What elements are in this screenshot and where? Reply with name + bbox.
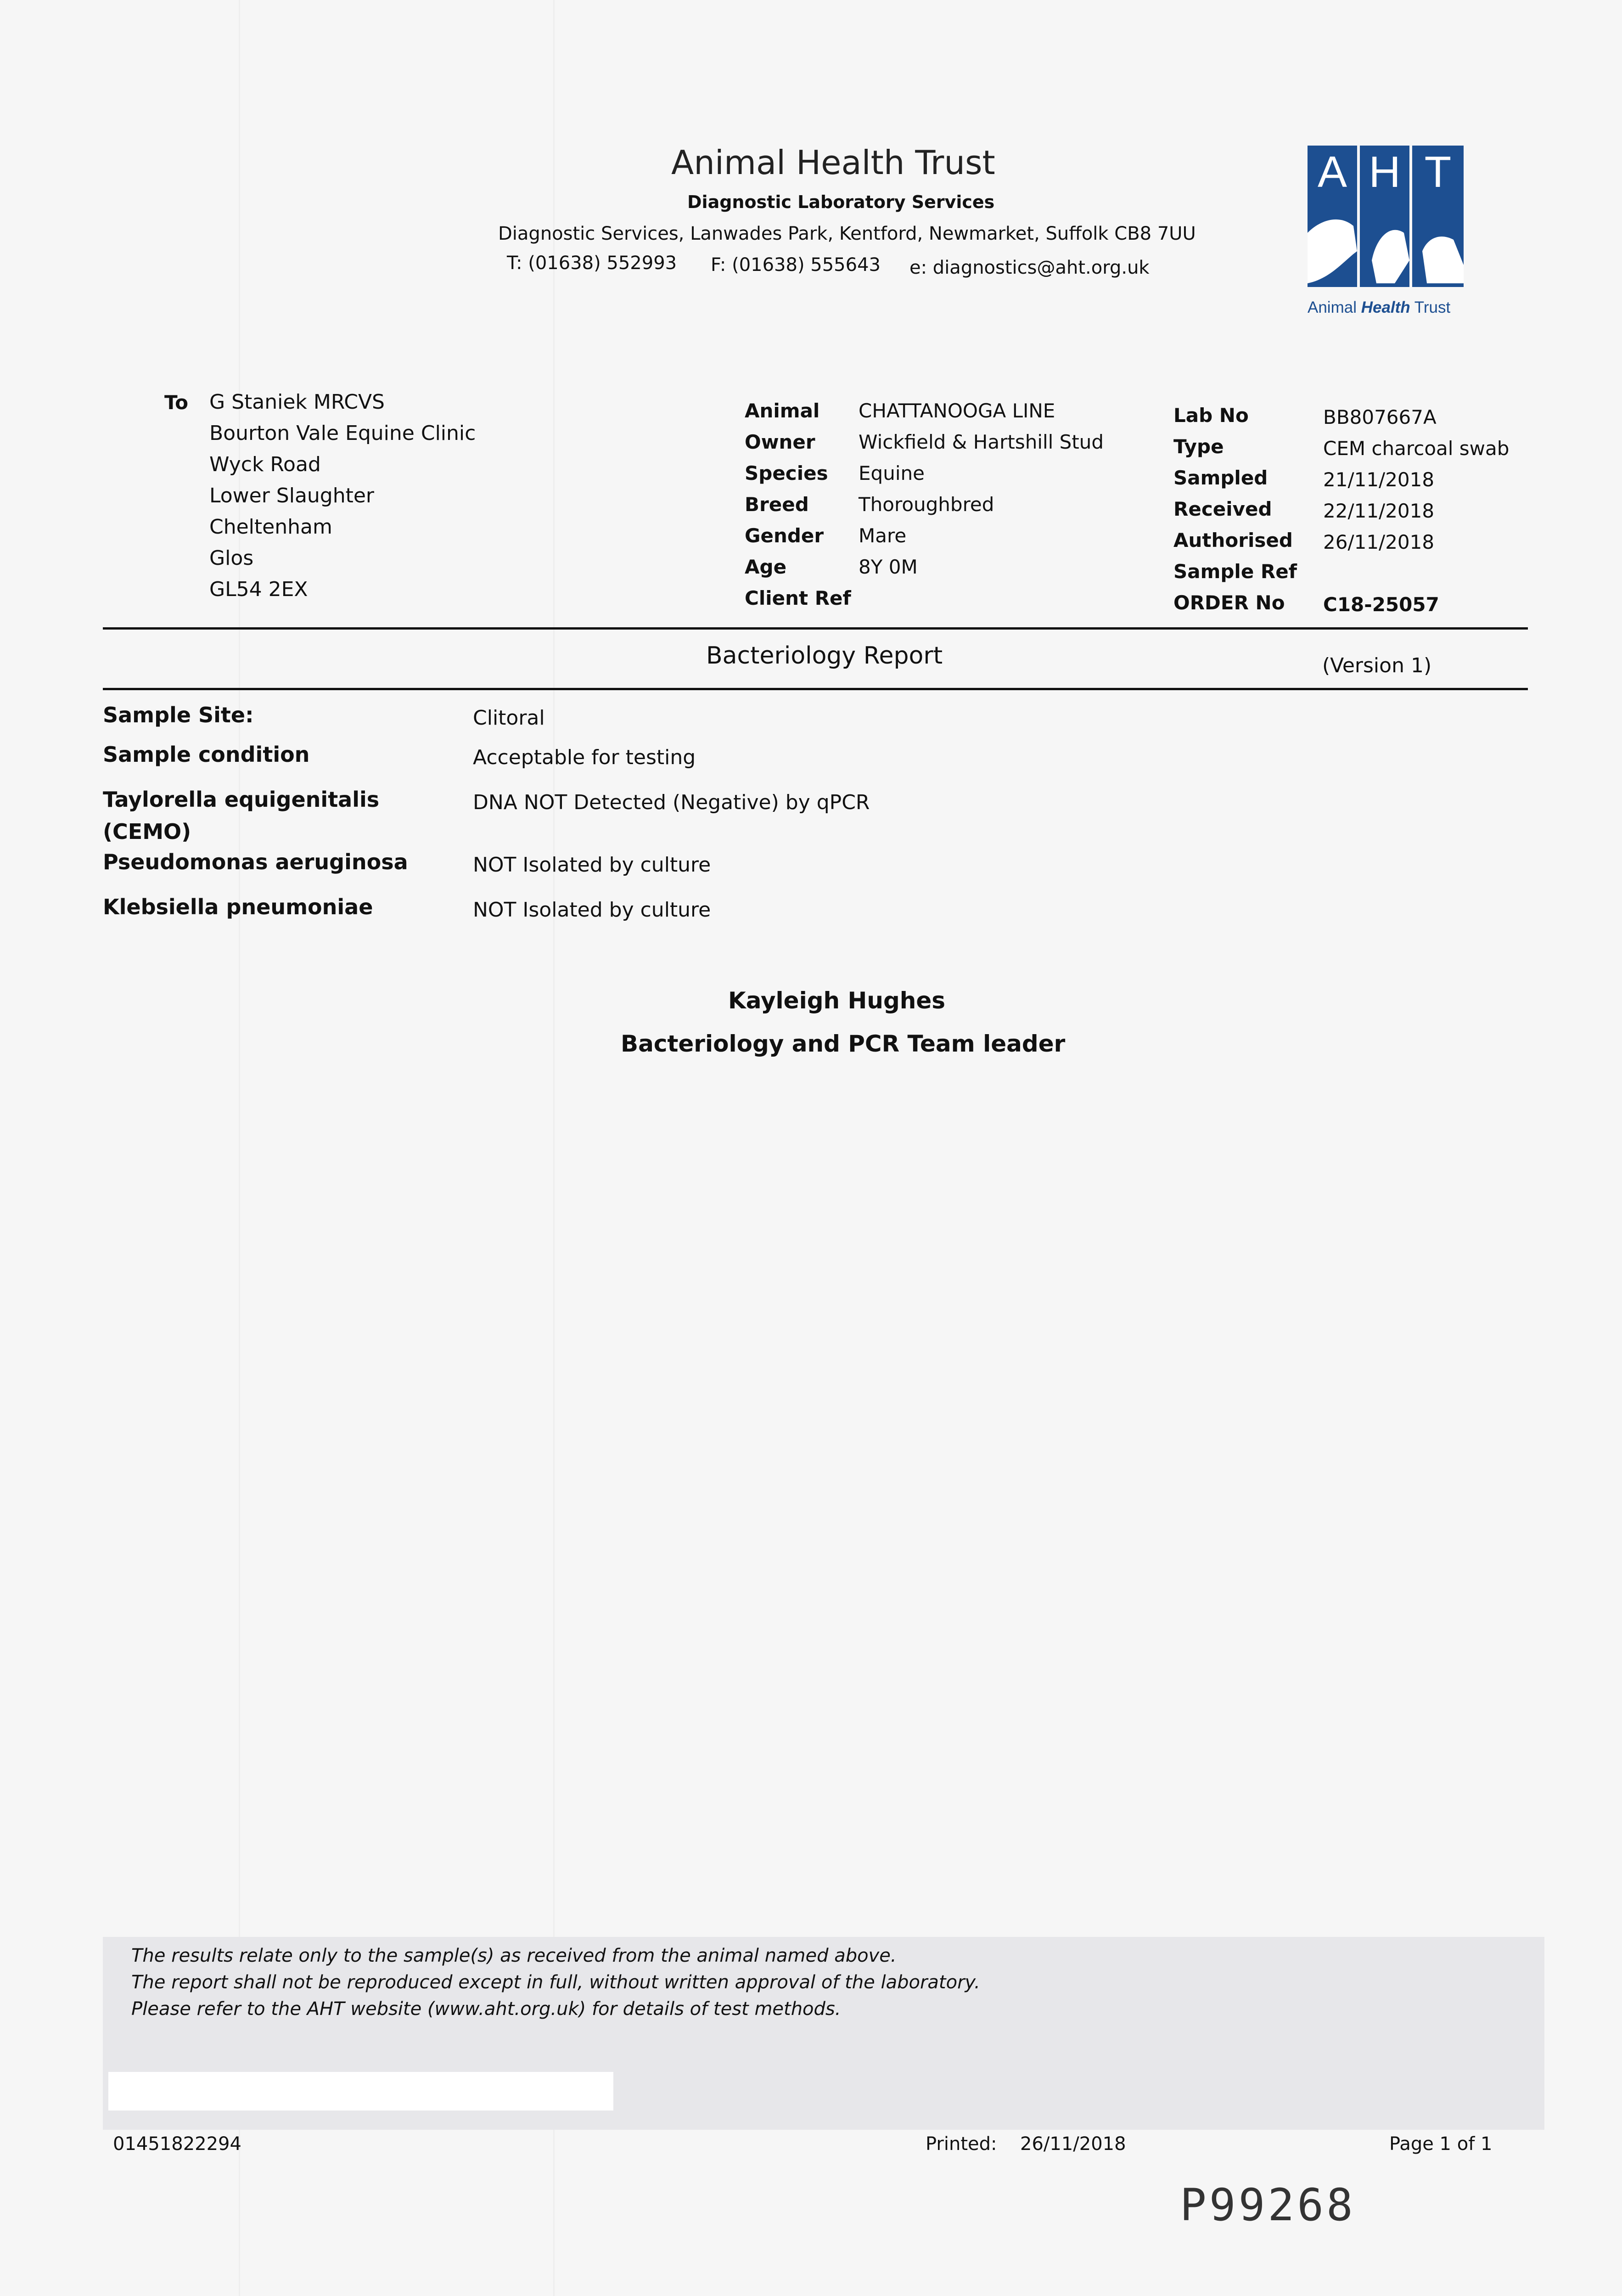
svg-text:H: H [1369, 147, 1401, 197]
animal-field-value: CHATTANOOGA LINE [859, 400, 1055, 422]
signatory-name: Kayleigh Hughes [728, 987, 946, 1014]
recipient-line: Lower Slaughter [209, 484, 375, 507]
lab-field-label: Lab No [1173, 404, 1249, 427]
lab-field-label: Authorised [1173, 529, 1293, 551]
logo-caption: Animal Health Trust [1308, 298, 1451, 316]
account-number: 01451822294 [113, 2133, 241, 2155]
lab-field-label: ORDER No [1173, 591, 1285, 614]
animal-field-label: Age [745, 556, 787, 578]
result-value: Clitoral [473, 706, 545, 730]
lab-address: Diagnostic Services, Lanwades Park, Kentford, Newmarket, Suffolk CB8 7UU [498, 223, 1196, 244]
to-label: To [164, 391, 188, 414]
animal-field-value: 8Y 0M [859, 556, 918, 578]
lab-field-label: Sampled [1173, 467, 1268, 489]
printed-label: Printed: [926, 2133, 997, 2155]
result-label: Klebsiella pneumoniae [103, 895, 373, 919]
printed-date: 26/11/2018 [1020, 2133, 1126, 2155]
recipient-line: G Staniek MRCVS [209, 390, 385, 414]
animal-field-label: Gender [745, 524, 824, 547]
lab-field-value: C18-25057 [1323, 593, 1439, 616]
lab-field-value: 21/11/2018 [1323, 468, 1435, 491]
lab-field-label: Type [1173, 435, 1224, 458]
org-name: Animal Health Trust [671, 143, 995, 182]
signatory-role: Bacteriology and PCR Team leader [621, 1030, 1066, 1057]
disclaimer-line-1: The results relate only to the sample(s) as received from the animal named above. [131, 1945, 897, 1966]
result-value: Acceptable for testing [473, 746, 696, 769]
lab-field-value: 22/11/2018 [1323, 500, 1435, 522]
lab-phone: T: (01638) 552993 [507, 253, 677, 274]
animal-field-label: Breed [745, 493, 809, 516]
animal-field-value: Equine [859, 462, 925, 484]
handwritten-reference: P99268 [1180, 2179, 1356, 2231]
result-label: Pseudomonas aeruginosa [103, 850, 408, 874]
result-label: Sample Site: [103, 703, 254, 727]
result-label: Sample condition [103, 742, 310, 767]
department: Diagnostic Laboratory Services [687, 192, 995, 212]
recipient-line: Wyck Road [209, 453, 321, 476]
animal-field-label: Species [745, 462, 828, 484]
lab-field-value: 26/11/2018 [1323, 531, 1435, 553]
result-label-sub: (CEMO) [103, 819, 191, 844]
recipient-line: Bourton Vale Equine Clinic [209, 422, 476, 445]
lab-field-label: Received [1173, 498, 1272, 520]
recipient-line: Glos [209, 546, 254, 570]
top-rule [103, 627, 1528, 630]
lab-email: e: diagnostics@aht.org.uk [909, 257, 1150, 278]
svg-text:A: A [1317, 147, 1347, 197]
animal-field-value: Thoroughbred [859, 493, 994, 516]
animal-field-label: Owner [745, 431, 815, 453]
svg-text:T: T [1424, 147, 1452, 197]
animal-field-value: Mare [859, 524, 907, 547]
bottom-rule [103, 688, 1528, 690]
disclaimer-line-3: Please refer to the AHT website (www.aht.org.uk) for details of test methods. [131, 1998, 841, 2020]
aht-logo [1308, 146, 1464, 287]
result-label: Taylorella equigenitalis [103, 787, 380, 812]
animal-field-label: Client Ref [745, 587, 851, 609]
disclaimer-line-2: The report shall not be reproduced except in full, without written approval of the laboratory. [131, 1972, 980, 1993]
animal-field-value: Wickfield & Hartshill Stud [859, 431, 1104, 453]
lab-field-value: BB807667A [1323, 406, 1437, 428]
page-number: Page 1 of 1 [1389, 2133, 1493, 2155]
lab-field-label: Sample Ref [1173, 560, 1297, 583]
redacted-area [108, 2072, 613, 2110]
result-value: DNA NOT Detected (Negative) by qPCR [473, 791, 870, 814]
result-value: NOT Isolated by culture [473, 898, 711, 922]
report-title: Bacteriology Report [706, 642, 943, 670]
lab-fax: F: (01638) 555643 [711, 254, 881, 276]
report-version: (Version 1) [1322, 654, 1432, 677]
recipient-line: GL54 2EX [209, 578, 308, 601]
animal-field-label: Animal [745, 400, 820, 422]
recipient-line: Cheltenham [209, 515, 332, 539]
result-value: NOT Isolated by culture [473, 853, 711, 877]
lab-field-value: CEM charcoal swab [1323, 437, 1510, 460]
